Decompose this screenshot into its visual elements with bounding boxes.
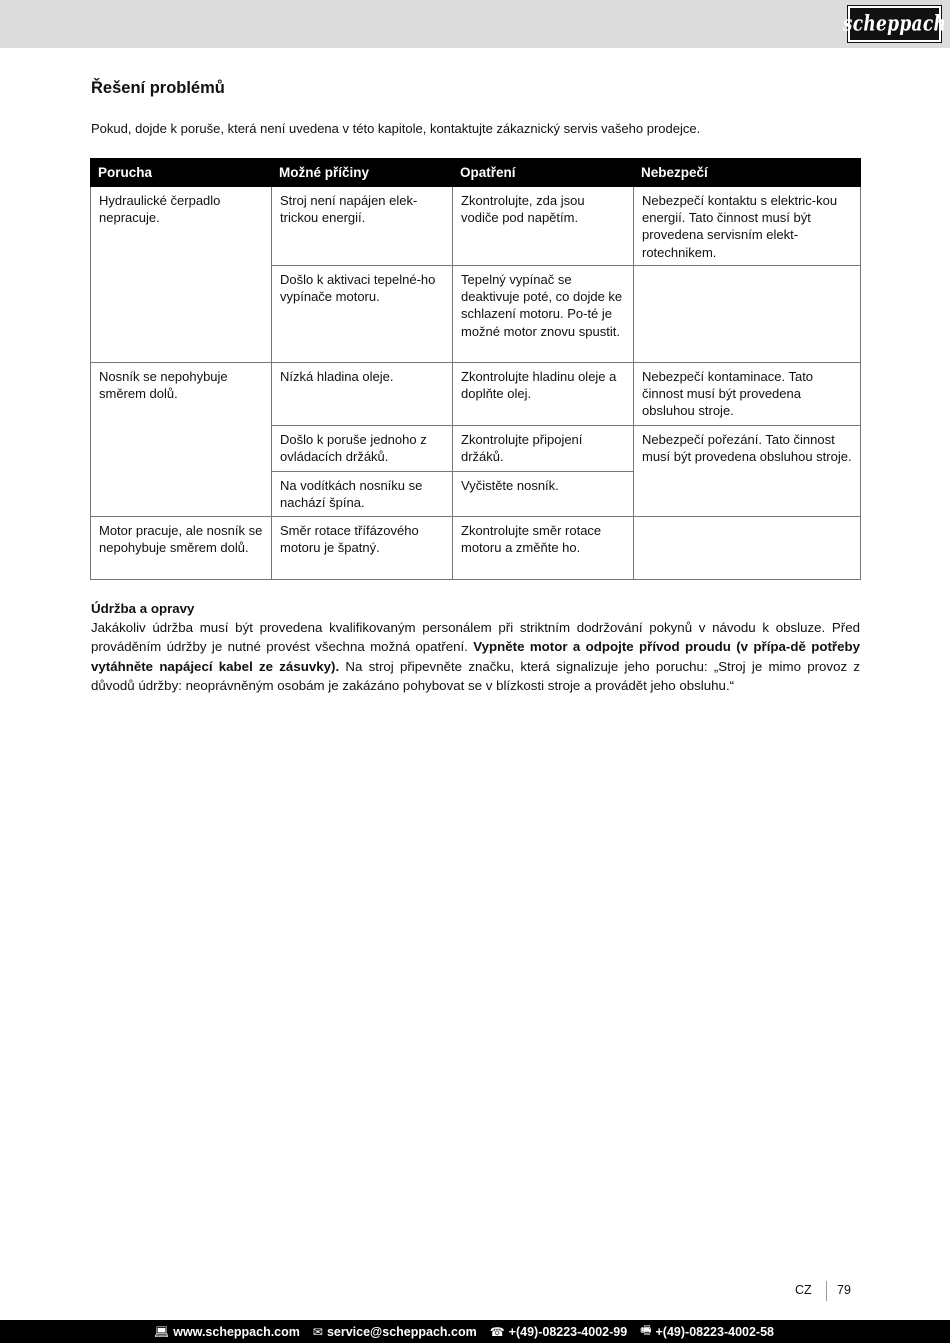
contact-bar [0,1320,950,1343]
maintenance-heading: Údržba a opravy [91,601,195,616]
cause-cell: Došlo k poruše jednoho z ovládacích držáků. [272,426,453,472]
header-nebezpeci: Nebezpečí [634,159,861,187]
danger-cell: Nebezpečí kontaktu s elektric-kou energií. Tato činnost musí být provedena servisním elekt-rotechnikem. [634,187,861,266]
maintenance-text [91,618,860,695]
troubleshooting-table [90,158,861,580]
fax-number: +(49)-08223-4002-58 [655,1324,774,1339]
phone-item [490,1325,627,1339]
table-row [91,517,861,580]
computer-icon: 💻︎ [154,1324,170,1339]
intro-text: Pokud, dojde k poruše, která není uvedena v této kapitole, kontaktujte zákaznický servis vašeho prodejce. [91,121,701,136]
danger-cell [634,517,861,580]
phone-icon: ☎︎ [489,1324,505,1339]
page-number: 79 [837,1283,851,1297]
fax-icon: 🖷︎ [640,1323,652,1337]
header-opatreni: Opatření [453,159,634,187]
remedy-cell: Zkontrolujte, zda jsou vodiče pod napětím. [453,187,634,266]
language-code: CZ [795,1283,812,1297]
website-link[interactable]: www.scheppach.com [173,1324,300,1339]
fault-cell: Nosník se nepohybuje směrem dolů. [91,363,272,517]
remedy-cell: Vyčistěte nosník. [453,472,634,517]
header-porucha: Porucha [91,159,272,187]
phone-number: +(49)-08223-4002-99 [508,1324,628,1339]
maintenance-text-2: Na stroj připevněte značku, která signalizuje jeho poruchu: „Stroj je mimo provoz z důvodů údržby: neoprávněným osobám je zakázáno pohybovat se v blízkosti stroje a provádět jeho obsluhu.“ [91,658,860,693]
maintenance-section [91,599,860,695]
email-item[interactable] [313,1325,477,1339]
header-bar [0,0,950,48]
danger-cell: Nebezpečí kontaminace. Tato činnost musí být provedena obsluhou stroje. [634,363,861,426]
cause-cell: Nízká hladina oleje. [272,363,453,426]
maintenance-text-1: Jakákoliv údržba musí být provedena kvalifikovaným personálem při striktním dodržování pokynů v návodu k obsluze. Před prováděním údržby je nutné provést všechna možná opatření. [91,620,860,655]
cause-cell: Na vodítkách nosníku se nachází špína. [272,472,453,517]
fault-cell: Motor pracuje, ale nosník se nepohybuje směrem dolů. [91,517,272,580]
footer-divider [826,1281,827,1301]
remedy-cell: Zkontrolujte hladinu oleje a doplňte olej. [453,363,634,426]
scheppach-logo: scheppach [848,6,941,42]
remedy-cell: Zkontrolujte připojení držáků. [453,426,634,472]
maintenance-warning: Vypněte motor a odpojte přívod proudu (v přípa-dě potřeby vytáhněte napájecí kabel ze zásuvky). [91,639,860,674]
fault-cell: Hydraulické čerpadlo nepracuje. [91,187,272,363]
website-item[interactable] [154,1325,300,1339]
table-row [91,363,861,426]
cause-cell: Stroj není napájen elek-trickou energií. [272,187,453,266]
danger-cell [634,266,861,363]
remedy-cell: Zkontrolujte směr rotace motoru a změňte ho. [453,517,634,580]
cause-cell: Směr rotace třífázového motoru je špatný. [272,517,453,580]
danger-cell: Nebezpečí pořezání. Tato činnost musí být provedena obsluhou stroje. [634,426,861,517]
cause-cell: Došlo k aktivaci tepelné-ho vypínače motoru. [272,266,453,363]
table-row [91,187,861,266]
email-link[interactable]: service@scheppach.com [326,1324,477,1339]
fax-item [640,1321,774,1342]
table-header-row [91,159,861,187]
page-title: Řešení problémů [91,79,225,97]
header-pricina: Možné příčiny [272,159,453,187]
mail-icon: ✉︎ [312,1324,323,1339]
remedy-cell: Tepelný vypínač se deaktivuje poté, co dojde ke schlazení motoru. Po-té je možné motor znovu spustit. [453,266,634,363]
